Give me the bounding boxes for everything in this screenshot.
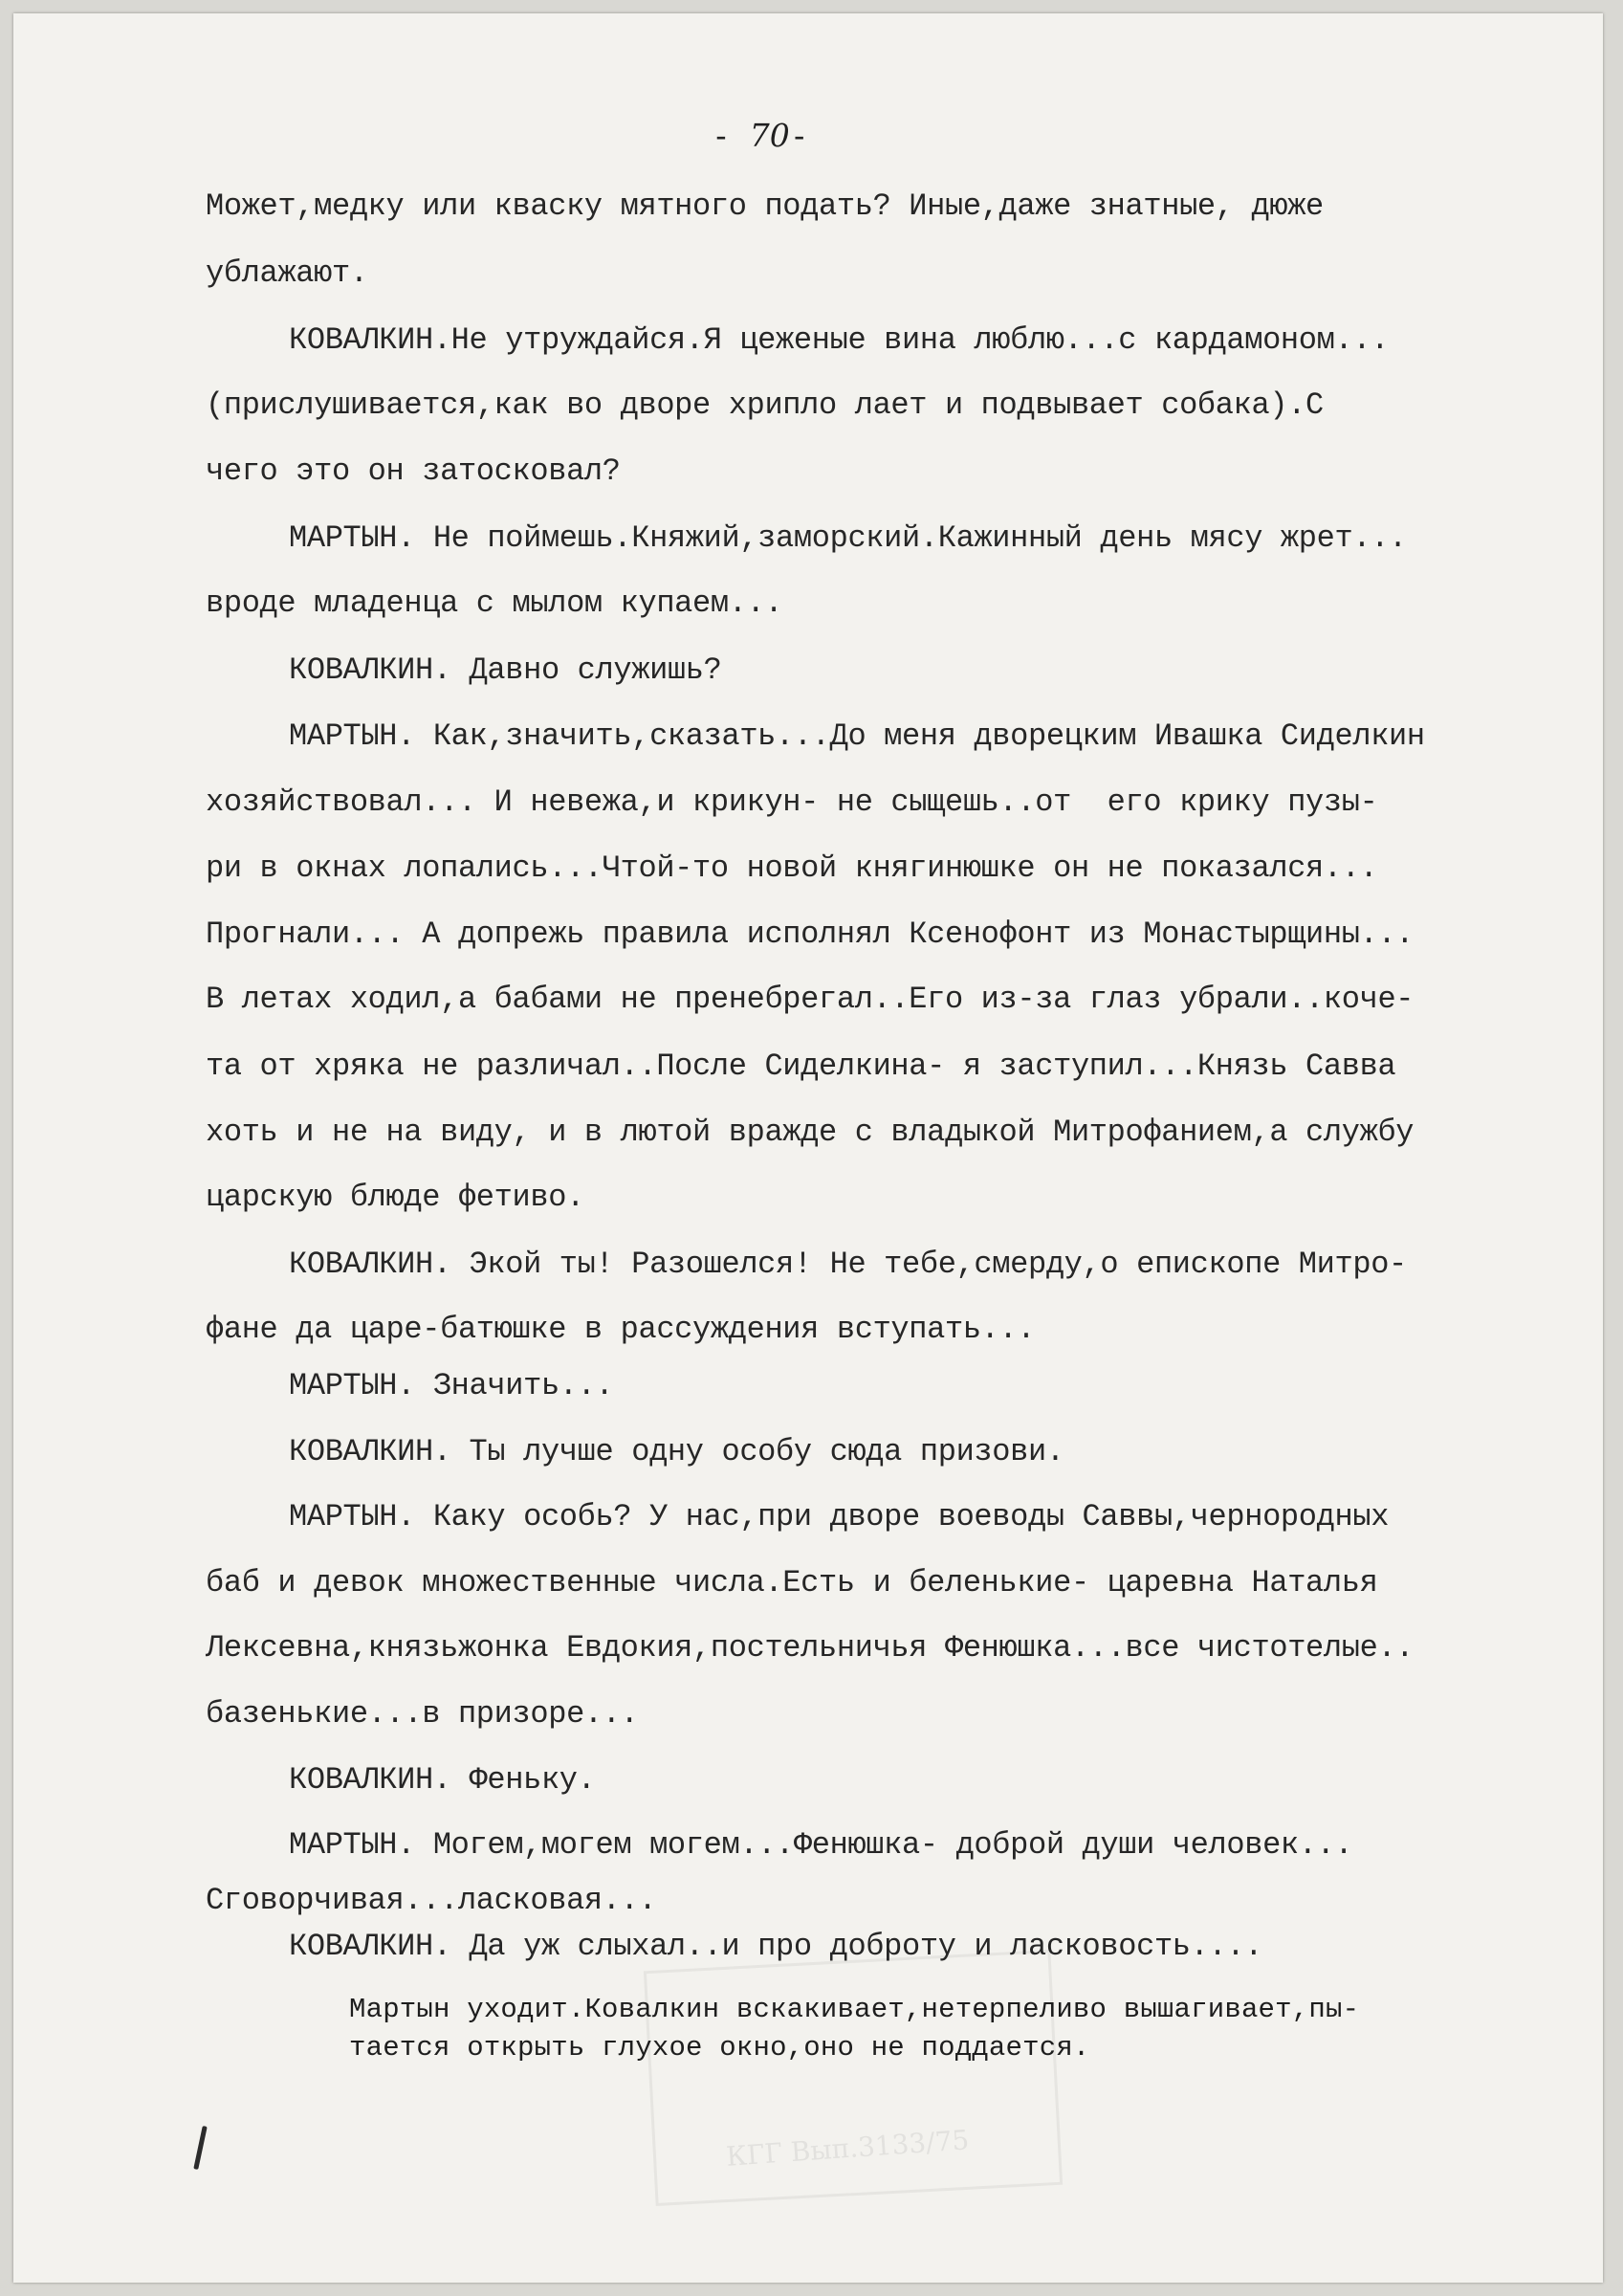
text-line: Сговорчивая...ласковая... bbox=[206, 1883, 657, 1918]
text-line: Может,медку или кваску мятного подать? Иные,даже знатные, дюже bbox=[206, 188, 1324, 224]
stamp-line-1: КГГ bbox=[725, 2136, 784, 2173]
stamp-line-2: Вып.3133/75 bbox=[789, 2124, 971, 2169]
text-line: баб и девок множественные числа.Есть и беленькие- царевна Наталья bbox=[206, 1565, 1378, 1601]
text-line: КОВАЛКИН. Экой ты! Разошелся! Не тебе,смерду,о епископе Митро- bbox=[289, 1247, 1407, 1282]
pencil-mark bbox=[193, 2126, 207, 2170]
page-number-value: 70 bbox=[749, 117, 790, 154]
text-line: КОВАЛКИН. Ты лучше одну особу сюда призови. bbox=[289, 1434, 1064, 1469]
text-line: чего это он затосковал? bbox=[206, 453, 621, 489]
page-number-dash-right: - bbox=[789, 117, 809, 154]
page-number-dash-left: - bbox=[712, 117, 750, 154]
text-line: Прогнали... А допрежь правила исполнял Ксенофонт из Монастырщины... bbox=[206, 916, 1415, 952]
text-line: ублажают. bbox=[206, 255, 368, 291]
text-line: МАРТЫН. Как,значить,сказать...До меня дворецким Ивашка Сиделкин bbox=[289, 718, 1425, 754]
library-stamp bbox=[644, 1950, 1063, 2206]
text-line: ри в окнах лопались...Чтой-то новой княгинюшке он не показался... bbox=[206, 850, 1378, 886]
stage-direction-line: тается открыть глухое окно,оно не поддается. bbox=[349, 2032, 1090, 2064]
text-line: КОВАЛКИН. Давно служишь? bbox=[289, 652, 722, 688]
text-line: МАРТЫН. Каку особь? У нас,при дворе воеводы Саввы,чернородных bbox=[289, 1499, 1390, 1534]
text-line: хозяйствовал... И невежа,и крикун- не сыщешь..от его крику пузы- bbox=[206, 784, 1378, 820]
text-line: вроде младенца с мылом купаем... bbox=[206, 585, 783, 621]
text-line: царскую блюде фетиво. bbox=[206, 1180, 584, 1215]
text-line: (прислушивается,как во дворе хрипло лает и подвывает собака).С bbox=[206, 387, 1324, 423]
text-line: В летах ходил,а бабами не пренебрегал..Его из-за глаз убрали..коче- bbox=[206, 982, 1415, 1017]
text-line: МАРТЫН. Значить... bbox=[289, 1368, 614, 1403]
text-line: МАРТЫН. Не поймешь.Княжий,заморский.Кажинный день мясу жрет... bbox=[289, 520, 1407, 556]
text-line: фане да царе-батюшке в рассуждения вступать... bbox=[206, 1312, 1036, 1347]
text-line: МАРТЫН. Могем,могем могем...Фенюшка- доброй души человек... bbox=[289, 1827, 1353, 1863]
stage-direction-line: Мартын уходит.Ковалкин вскакивает,нетерпеливо вышагивает,пы- bbox=[349, 1994, 1360, 2025]
document-page bbox=[13, 13, 1603, 2283]
text-line: базенькие...в призоре... bbox=[206, 1696, 639, 1732]
text-line: КОВАЛКИН. Да уж слыхал..и про доброту и ласковость.... bbox=[289, 1929, 1263, 1964]
text-line: Лексевна,князьжонка Евдокия,постельничья Фенюшка...все чистотелые.. bbox=[206, 1630, 1415, 1666]
text-line: хоть и не на виду, и в лютой вражде с владыкой Митрофанием,а службу bbox=[206, 1115, 1415, 1150]
text-line: та от хряка не различал..После Сиделкина- я заступил...Князь Савва bbox=[206, 1049, 1396, 1084]
text-line: КОВАЛКИН. Феньку. bbox=[289, 1762, 596, 1798]
text-line: КОВАЛКИН.Не утруждайся.Я цеженые вина люблю...с кардамоном... bbox=[289, 322, 1390, 358]
page-number bbox=[712, 117, 809, 154]
